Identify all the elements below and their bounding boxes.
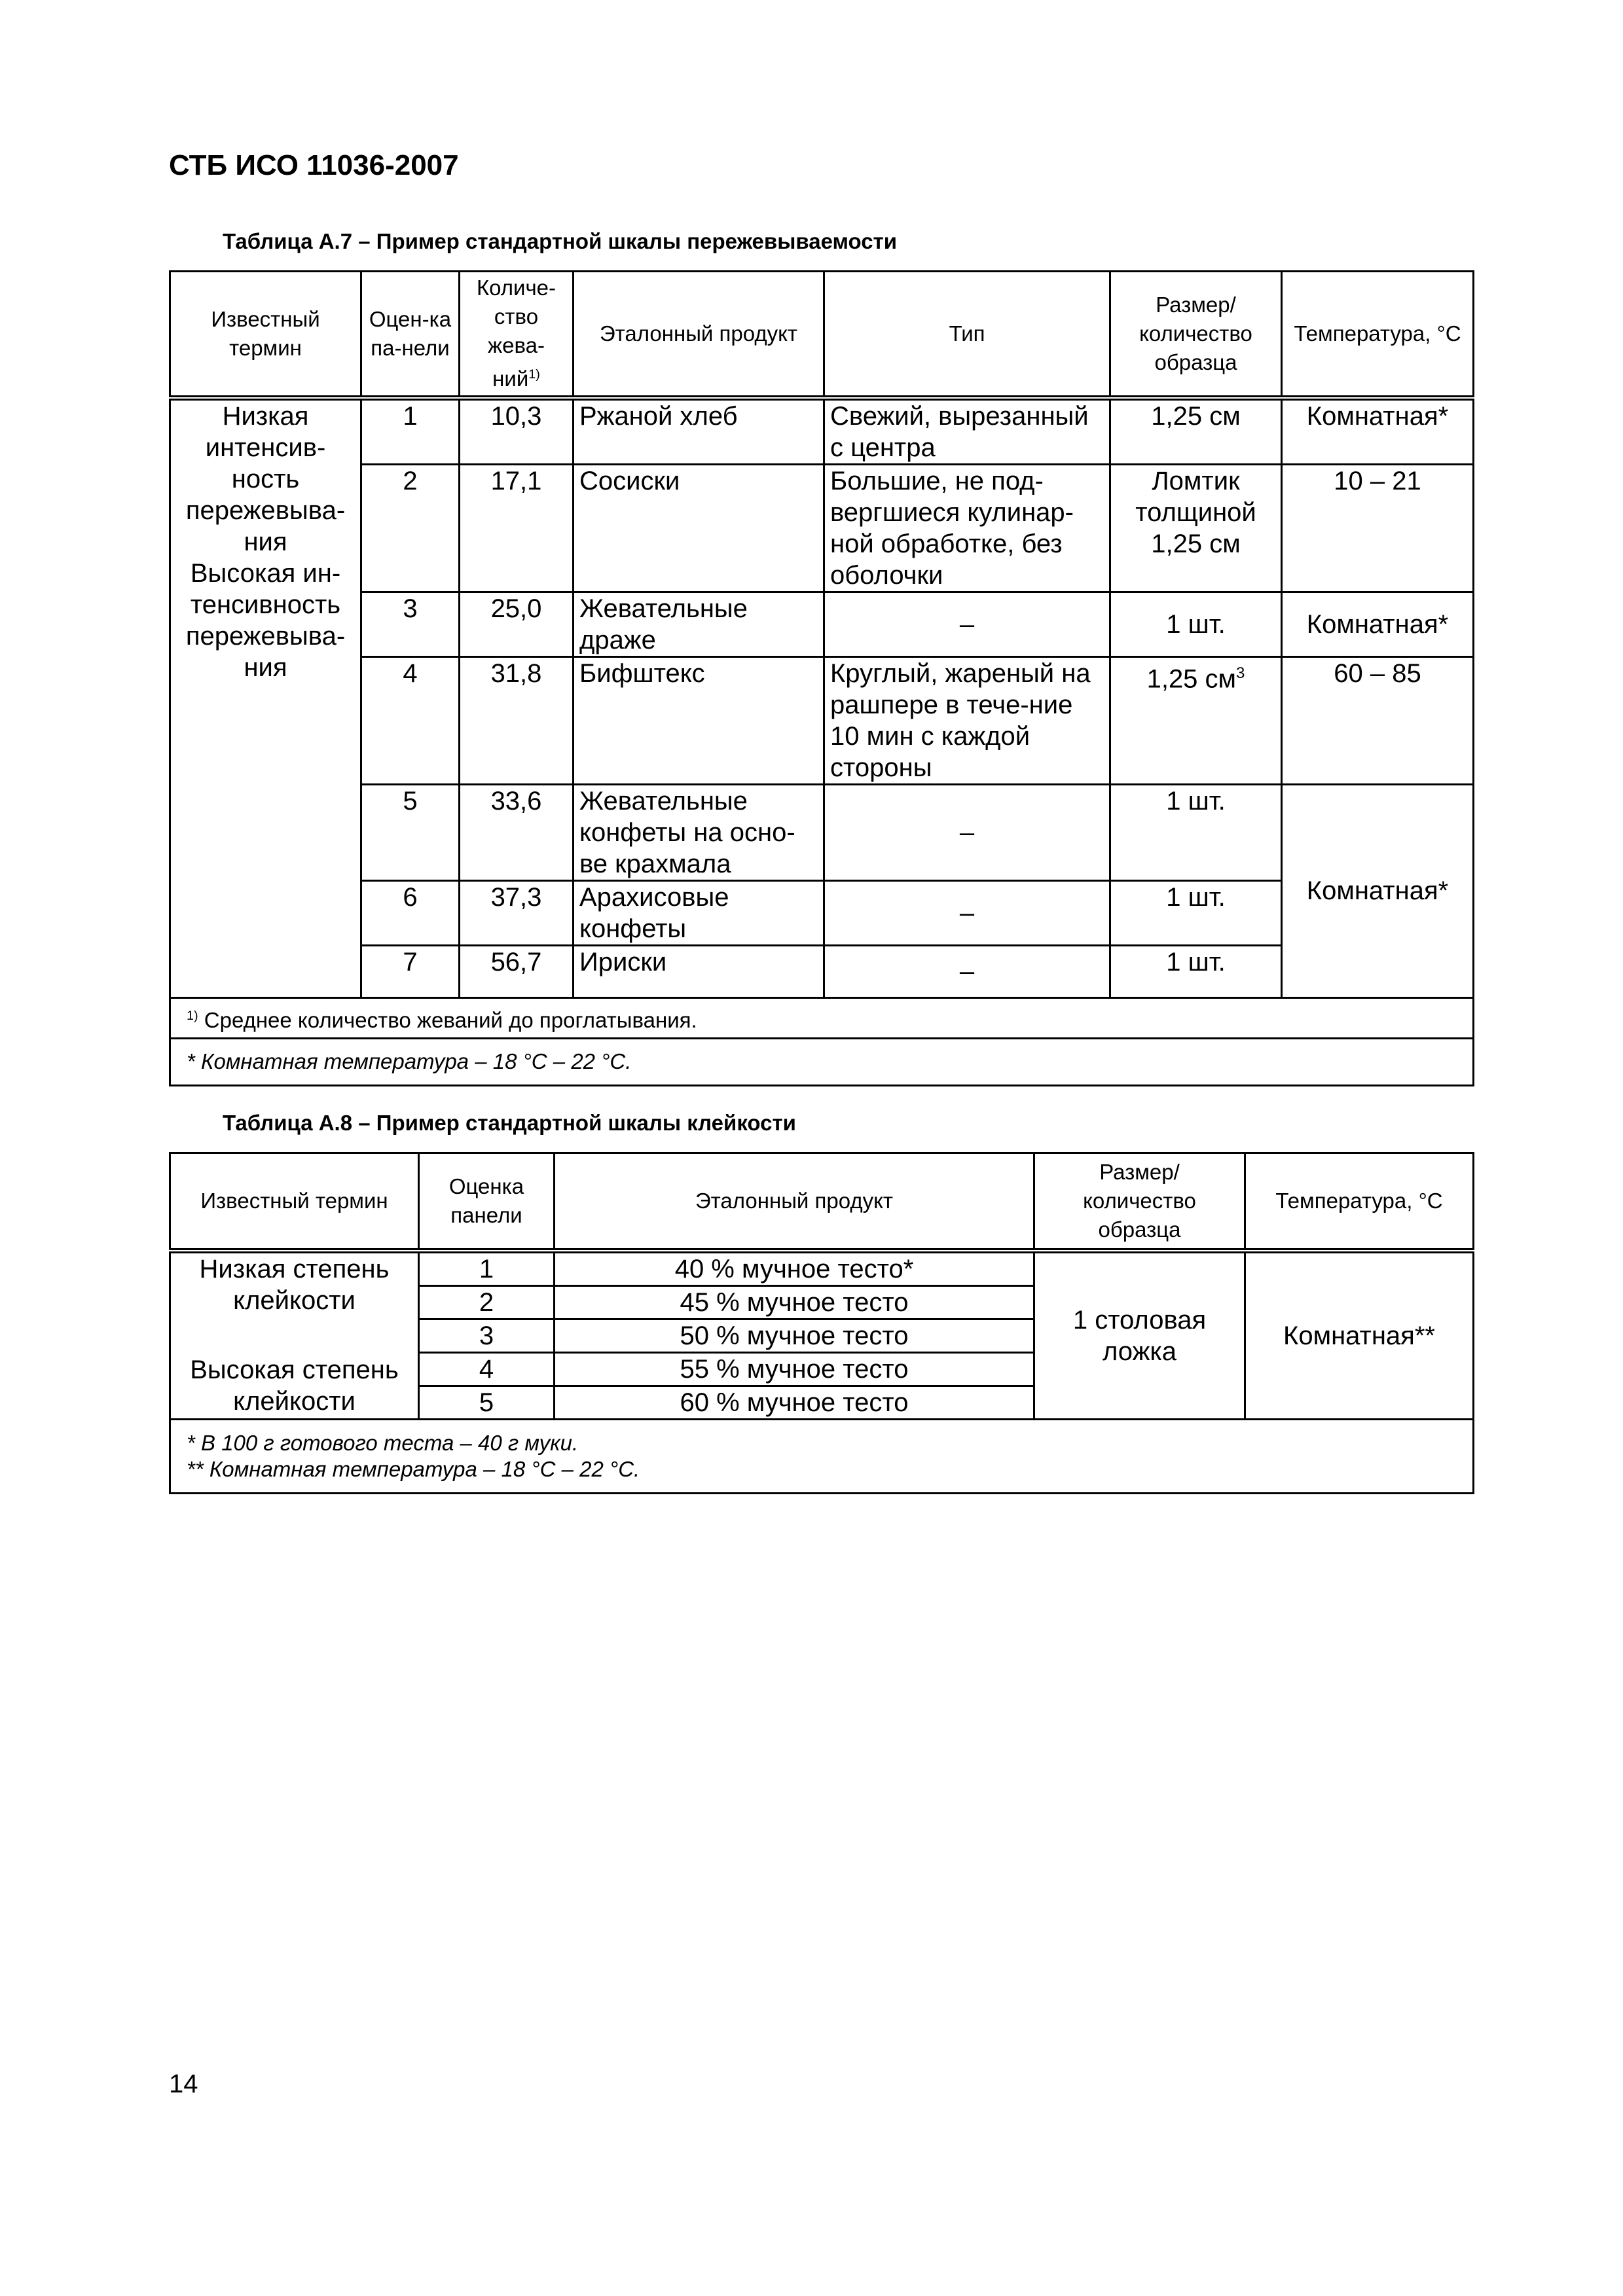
header-panel-score: Оценка панели — [419, 1153, 555, 1251]
table-row — [170, 945, 1474, 997]
header-known-term: Известный термин — [170, 1153, 419, 1251]
header-reference-product: Эталонный продукт — [574, 272, 824, 398]
temperature-cell: Комнатная* — [1282, 398, 1474, 465]
product-cell: Ржаной хлеб — [574, 398, 824, 465]
score-cell: 4 — [361, 656, 460, 784]
product-cell: Ириски — [574, 945, 824, 997]
size-cell: 1 шт. — [1110, 784, 1282, 880]
temperature-cell-merged: Комнатная* — [1282, 784, 1474, 997]
score-cell: 4 — [419, 1352, 555, 1386]
product-cell: Арахисовые конфеты — [574, 880, 824, 945]
chews-cell: 17,1 — [460, 464, 574, 592]
header-reference-product: Эталонный продукт — [555, 1153, 1034, 1251]
score-cell: 5 — [419, 1386, 555, 1419]
header-panel-score: Оцен-ка па-нели — [361, 272, 460, 398]
score-cell: 1 — [419, 1251, 555, 1286]
score-cell: 3 — [419, 1319, 555, 1352]
header-known-term: Известный термин — [170, 272, 361, 398]
score-cell: 2 — [361, 464, 460, 592]
score-cell: 3 — [361, 592, 460, 656]
size-cell: 1 шт. — [1110, 592, 1282, 656]
product-cell: Сосиски — [574, 464, 824, 592]
header-sample-size: Размер/ количество образца — [1110, 272, 1282, 398]
type-cell: Свежий, вырезанный с центра — [824, 398, 1110, 465]
size-cell: 1,25 $см^3$ — [1110, 656, 1282, 784]
header-chews-count: Количе-ство жева-ний$^{1)}$ — [460, 272, 574, 398]
temperature-cell: 10 – 21 — [1282, 464, 1474, 592]
header-temperature: Температура, °С — [1282, 272, 1474, 398]
table-a8-header-row — [170, 1153, 1474, 1251]
dough-note: * В 100 г готового теста – 40 г муки. — [187, 1430, 579, 1455]
chews-cell: 25,0 — [460, 592, 574, 656]
chews-cell: 37,3 — [460, 880, 574, 945]
score-cell: 2 — [419, 1285, 555, 1319]
product-cell: Жевательные драже — [574, 592, 824, 656]
size-cell: 1 шт. — [1110, 880, 1282, 945]
header-sample-size: Размер/ количество образца — [1034, 1153, 1245, 1251]
type-cell: Большие, не под-вергшиеся кулинар-ной обработке, без оболочки — [824, 464, 1110, 592]
size-cell: Ломтик толщиной 1,25 см — [1110, 464, 1282, 592]
product-cell: 60 % мучное тесто — [555, 1386, 1034, 1419]
table-a8-stickiness-scale — [169, 1152, 1474, 1494]
product-cell: 55 % мучное тесто — [555, 1352, 1034, 1386]
term-high-intensity: Высокая ин-тенсивность пережевыва-ния — [185, 558, 346, 682]
product-cell: Жевательные конфеты на осно-ве крахмала — [574, 784, 824, 880]
note-row — [170, 1038, 1474, 1085]
table-a8-caption: Таблица А.8 – Пример стандартной шкалы клейкости — [223, 1111, 796, 1135]
product-cell: 45 % мучное тесто — [555, 1285, 1034, 1319]
chews-cell: 31,8 — [460, 656, 574, 784]
score-cell: 5 — [361, 784, 460, 880]
type-cell: – — [824, 880, 1110, 945]
temperature-cell: Комнатная* — [1282, 592, 1474, 656]
notes-row — [170, 1419, 1474, 1493]
table-row — [170, 880, 1474, 945]
type-cell: – — [824, 784, 1110, 880]
table-row — [170, 784, 1474, 880]
known-term-cell — [170, 1251, 419, 1420]
table-row — [170, 1251, 1474, 1286]
table-a7-chewiness-scale — [169, 270, 1474, 1086]
table-row — [170, 656, 1474, 784]
size-cell: 1 шт. — [1110, 945, 1282, 997]
table-row — [170, 592, 1474, 656]
room-temperature-note: * Комнатная температура – 18 °С – 22 °С. — [170, 1038, 1474, 1085]
score-cell: 6 — [361, 880, 460, 945]
table-a7-caption: Таблица А.7 – Пример стандартной шкалы пережевываемости — [223, 229, 897, 253]
product-cell: Бифштекс — [574, 656, 824, 784]
table-a8-notes — [170, 1419, 1474, 1493]
temperature-cell: 60 – 85 — [1282, 656, 1474, 784]
term-high-stickiness: Высокая степень клейкости — [190, 1355, 399, 1416]
size-cell-merged: 1 столовая ложка — [1034, 1251, 1245, 1420]
header-type: Тип — [824, 272, 1110, 398]
chews-cell: 56,7 — [460, 945, 574, 997]
footnote: $^{1)}$ Среднее количество жеваний до проглатывания. — [170, 997, 1474, 1038]
document-code: СТБ ИСО 11036-2007 — [169, 149, 459, 181]
page-number: 14 — [169, 2070, 198, 2098]
footnote-row — [170, 997, 1474, 1038]
header-temperature: Температура, °С — [1245, 1153, 1474, 1251]
temperature-cell-merged: Комнатная** — [1245, 1251, 1474, 1420]
term-low-stickiness: Низкая степень клейкости — [199, 1254, 390, 1315]
product-cell: 40 % мучное тесто* — [555, 1251, 1034, 1286]
table-row — [170, 464, 1474, 592]
table-row — [170, 398, 1474, 465]
room-temperature-note: ** Комнатная температура – 18 °С – 22 °С. — [187, 1456, 640, 1481]
score-cell: 1 — [361, 398, 460, 465]
table-a7-header-row — [170, 272, 1474, 398]
score-cell: 7 — [361, 945, 460, 997]
type-cell: – — [824, 592, 1110, 656]
term-low-intensity: Низкая интенсив-ность пережевыва-ния — [185, 401, 346, 556]
type-cell: Круглый, жареный на рашпере в тече-ние 10 мин с каждой стороны — [824, 656, 1110, 784]
chews-cell: 33,6 — [460, 784, 574, 880]
known-term-cell — [170, 398, 361, 998]
chews-cell: 10,3 — [460, 398, 574, 465]
size-cell: 1,25 см — [1110, 398, 1282, 465]
product-cell: 50 % мучное тесто — [555, 1319, 1034, 1352]
type-cell: – — [824, 945, 1110, 997]
